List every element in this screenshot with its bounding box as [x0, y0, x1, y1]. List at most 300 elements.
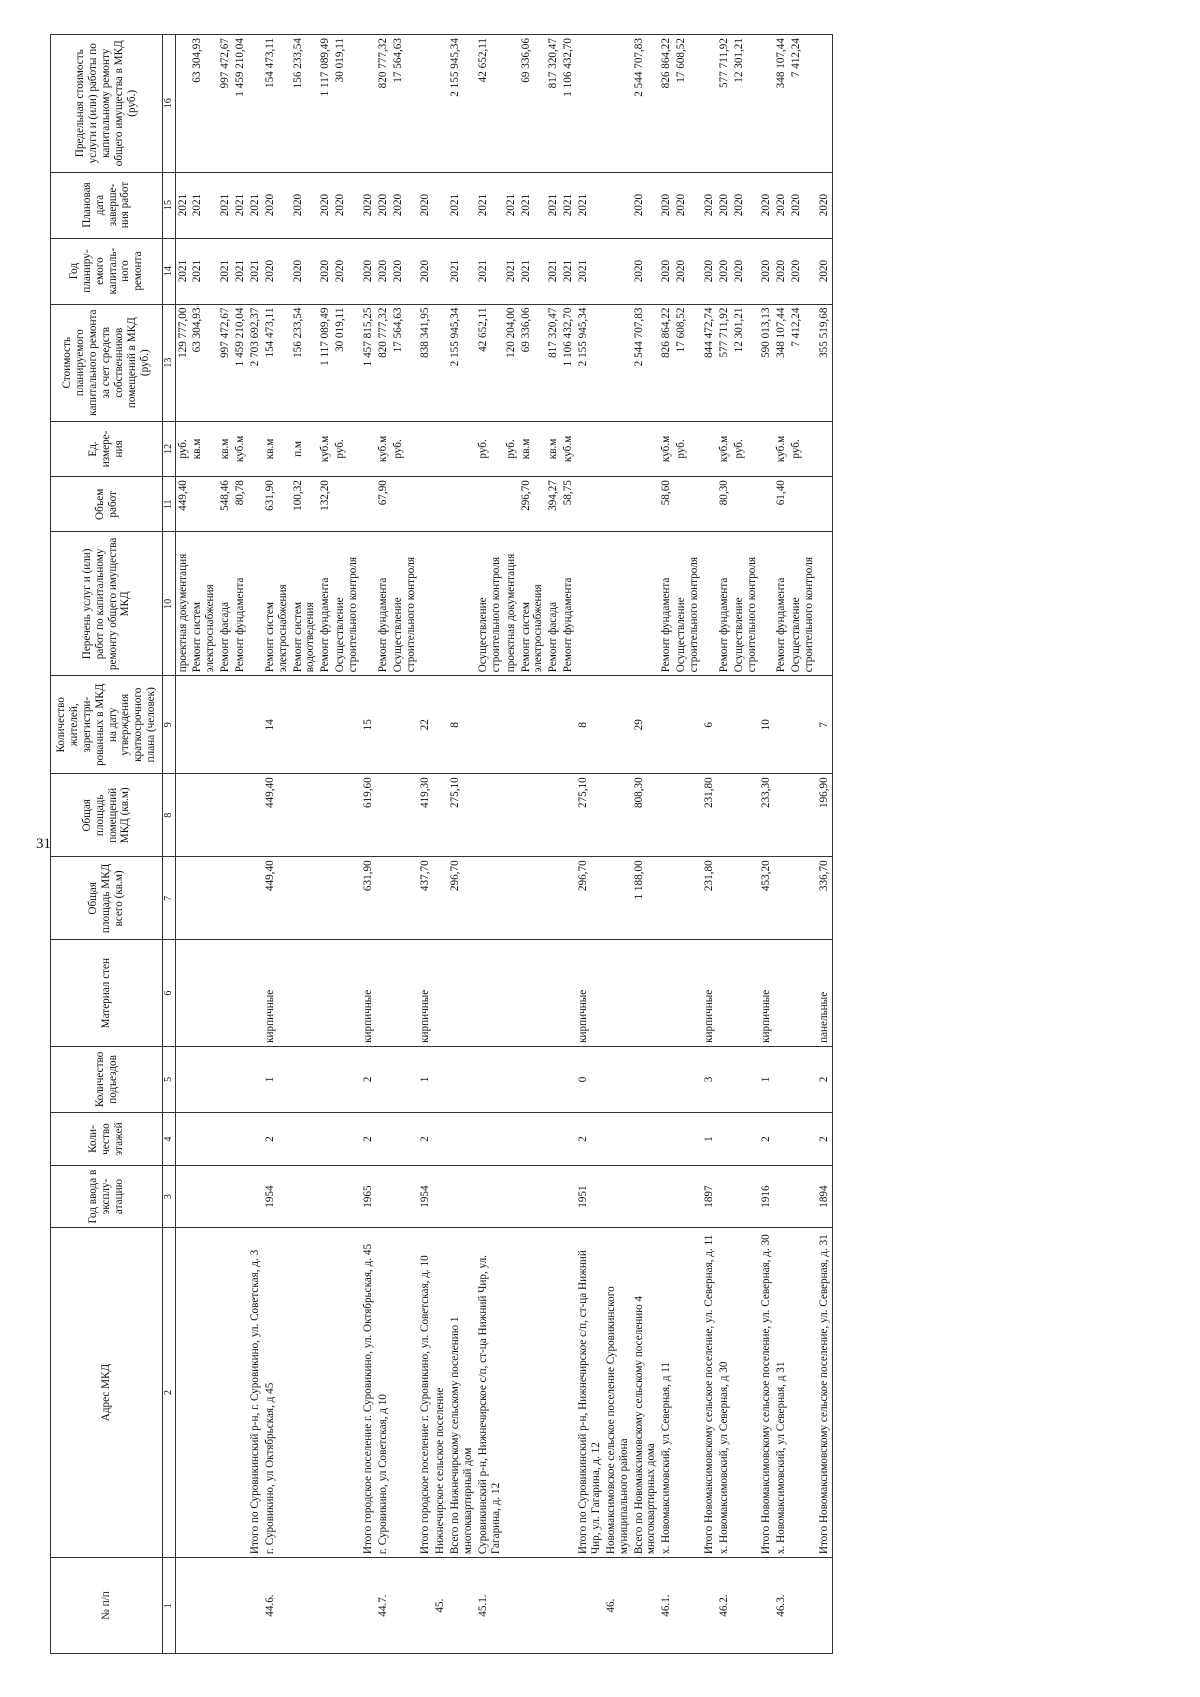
residents-cell [674, 676, 702, 774]
year-built-cell [333, 1166, 361, 1228]
unit-cell: кв.м [218, 421, 233, 476]
year-built-cell: 1965 [361, 1166, 376, 1228]
address-cell: Новомаксимовское сельское поселение Суровикинского муниципального района [604, 1227, 632, 1557]
planned-cost-cell: 348 107,44 [774, 304, 789, 421]
year-built-cell [391, 1166, 419, 1228]
planned-cost-cell: 63 304,93 [190, 304, 218, 421]
year-built-cell: 1916 [759, 1166, 774, 1228]
max-cost-cell [433, 35, 448, 173]
column-header: Общая площадь МКД всего (кв.м) [51, 857, 163, 940]
unit-cell: куб.м [659, 421, 674, 476]
unit-cell: руб. [391, 421, 419, 476]
work-type-cell [576, 532, 604, 676]
wall-material-cell [433, 940, 448, 1047]
row-number-cell [674, 1558, 702, 1654]
repair-year-cell: 2021 [476, 238, 504, 304]
column-number: 14 [163, 238, 176, 304]
repair-year-cell: 2021 [233, 238, 248, 304]
entrances-cell: 1 [759, 1046, 774, 1112]
floors-cell [732, 1112, 760, 1165]
work-volume-cell: 80,78 [233, 477, 248, 532]
entrances-cell [789, 1046, 817, 1112]
completion-date-cell: 2021 [504, 172, 519, 238]
completion-date-cell: 2021 [561, 172, 576, 238]
floors-cell: 2 [759, 1112, 774, 1165]
work-type-cell: Ремонт фундамента [561, 532, 576, 676]
entrances-cell [233, 1046, 248, 1112]
planned-cost-cell: 17 564,63 [391, 304, 419, 421]
address-cell: х. Новомаксимовский, ул Северная, д 11 [659, 1227, 674, 1557]
table-row [702, 35, 717, 1654]
planned-cost-cell: 820 777,32 [376, 304, 391, 421]
entrances-cell [504, 1046, 519, 1112]
entrances-cell [476, 1046, 504, 1112]
table-row [632, 35, 660, 1654]
unit-cell: руб. [674, 421, 702, 476]
floors-cell [333, 1112, 361, 1165]
entrances-cell: 2 [817, 1046, 832, 1112]
residents-cell: 8 [448, 676, 476, 774]
row-number-cell [789, 1558, 817, 1654]
completion-date-cell: 2020 [759, 172, 774, 238]
work-type-cell: Ремонт фундамента [717, 532, 732, 676]
row-number-cell: 46. [604, 1558, 632, 1654]
year-built-cell [717, 1166, 732, 1228]
residents-cell [248, 676, 263, 774]
total-area-cell [248, 857, 263, 940]
completion-date-cell: 2020 [732, 172, 760, 238]
work-type-cell: Осуществление строительного контроля [391, 532, 419, 676]
completion-date-cell: 2020 [632, 172, 660, 238]
table-row [218, 35, 233, 1654]
row-number-cell: 45. [433, 1558, 448, 1654]
work-type-cell: Ремонт фундамента [318, 532, 333, 676]
premises-area-cell [732, 774, 760, 857]
max-cost-cell [248, 35, 263, 173]
completion-date-cell: 2021 [576, 172, 604, 238]
unit-cell: куб.м [717, 421, 732, 476]
max-cost-cell: 12 301,21 [732, 35, 760, 173]
premises-area-cell [291, 774, 319, 857]
work-volume-cell [759, 477, 774, 532]
unit-cell [576, 421, 604, 476]
wall-material-cell [248, 940, 263, 1047]
work-volume-cell [632, 477, 660, 532]
residents-cell [233, 676, 248, 774]
address-cell [333, 1227, 361, 1557]
max-cost-cell: 154 473,11 [263, 35, 291, 173]
address-cell [561, 1227, 576, 1557]
entrances-cell [546, 1046, 561, 1112]
work-type-cell: Осуществление строительного контроля [789, 532, 817, 676]
unit-cell [632, 421, 660, 476]
entrances-cell [717, 1046, 732, 1112]
table-row [732, 35, 760, 1654]
max-cost-cell: 63 304,93 [190, 35, 218, 173]
column-header: Ед. измере-ния [51, 421, 163, 476]
entrances-cell [604, 1046, 632, 1112]
repair-year-cell: 2021 [519, 238, 547, 304]
entrances-cell [674, 1046, 702, 1112]
floors-cell [561, 1112, 576, 1165]
repair-year-cell: 2020 [789, 238, 817, 304]
entrances-cell [318, 1046, 333, 1112]
max-cost-cell: 17 608,52 [674, 35, 702, 173]
premises-area-cell: 275,10 [576, 774, 604, 857]
column-header: Стоимость планируемого капитального ремонта за счет средств собственников помещений в МКД (руб.) [51, 304, 163, 421]
planned-cost-cell [604, 304, 632, 421]
address-cell: Итого по Суровикинский р-н, г. Суровикино, ул. Советская, д. 3 [248, 1227, 263, 1557]
year-built-cell [604, 1166, 632, 1228]
work-type-cell [448, 532, 476, 676]
entrances-cell [291, 1046, 319, 1112]
planned-cost-cell: 355 519,68 [817, 304, 832, 421]
column-number: 4 [163, 1112, 176, 1165]
entrances-cell: 1 [418, 1046, 433, 1112]
max-cost-cell: 1 106 432,70 [561, 35, 576, 173]
work-volume-cell [702, 477, 717, 532]
total-area-cell [504, 857, 519, 940]
floors-cell: 2 [576, 1112, 604, 1165]
max-cost-cell: 817 320,47 [546, 35, 561, 173]
floors-cell [717, 1112, 732, 1165]
column-number: 3 [163, 1166, 176, 1228]
total-area-cell [659, 857, 674, 940]
completion-date-cell: 2020 [774, 172, 789, 238]
rotated-table-container [50, 34, 1165, 1654]
premises-area-cell [717, 774, 732, 857]
max-cost-cell: 156 233,54 [291, 35, 319, 173]
total-area-cell: 449,40 [263, 857, 291, 940]
column-header: Адрес МКД [51, 1227, 163, 1557]
premises-area-cell [789, 774, 817, 857]
year-built-cell: 1894 [817, 1166, 832, 1228]
row-number-cell [702, 1558, 717, 1654]
row-number-cell [218, 1558, 233, 1654]
planned-cost-cell: 1 457 815,25 [361, 304, 376, 421]
max-cost-cell: 1 117 089,49 [318, 35, 333, 173]
total-area-cell [519, 857, 547, 940]
wall-material-cell [561, 940, 576, 1047]
wall-material-cell [291, 940, 319, 1047]
premises-area-cell [391, 774, 419, 857]
max-cost-cell: 2 544 707,83 [632, 35, 660, 173]
column-number: 6 [163, 940, 176, 1047]
planned-cost-cell: 1 459 210,04 [233, 304, 248, 421]
column-header: Перечень услуг и (или) работ по капитальному ремонту общего имущества МКД [51, 532, 163, 676]
address-cell: Итого городское поселение г. Суровикино, ул. Октябрьская, д. 45 [361, 1227, 376, 1557]
max-cost-cell [604, 35, 632, 173]
work-type-cell: Осуществление строительного контроля [674, 532, 702, 676]
wall-material-cell [448, 940, 476, 1047]
total-area-cell [190, 857, 218, 940]
work-volume-cell [674, 477, 702, 532]
work-type-cell: Ремонт фасада [546, 532, 561, 676]
row-number-cell [632, 1558, 660, 1654]
residents-cell: 14 [263, 676, 291, 774]
year-built-cell: 1951 [576, 1166, 604, 1228]
year-built-cell [291, 1166, 319, 1228]
address-cell [504, 1227, 519, 1557]
planned-cost-cell: 156 233,54 [291, 304, 319, 421]
unit-cell: руб. [333, 421, 361, 476]
work-type-cell: Ремонт фундамента [774, 532, 789, 676]
repair-year-cell: 2020 [674, 238, 702, 304]
work-type-cell [248, 532, 263, 676]
floors-cell [190, 1112, 218, 1165]
residents-cell: 6 [702, 676, 717, 774]
entrances-cell [448, 1046, 476, 1112]
entrances-cell [659, 1046, 674, 1112]
year-built-cell [376, 1166, 391, 1228]
premises-area-cell [433, 774, 448, 857]
planned-cost-cell: 129 777,00 [175, 304, 190, 421]
unit-cell [817, 421, 832, 476]
repair-year-cell: 2021 [448, 238, 476, 304]
address-cell [674, 1227, 702, 1557]
residents-cell: 29 [632, 676, 660, 774]
planned-cost-cell: 7 412,24 [789, 304, 817, 421]
completion-date-cell: 2021 [175, 172, 190, 238]
completion-date-cell: 2021 [519, 172, 547, 238]
planned-cost-cell: 69 336,06 [519, 304, 547, 421]
residents-cell [561, 676, 576, 774]
year-built-cell [789, 1166, 817, 1228]
work-volume-cell [476, 477, 504, 532]
wall-material-cell: кирпичные [759, 940, 774, 1047]
work-volume-cell [817, 477, 832, 532]
max-cost-cell [759, 35, 774, 173]
premises-area-cell [546, 774, 561, 857]
residents-cell [717, 676, 732, 774]
wall-material-cell [632, 940, 660, 1047]
work-volume-cell [448, 477, 476, 532]
wall-material-cell [190, 940, 218, 1047]
floors-cell: 2 [817, 1112, 832, 1165]
table-row [361, 35, 376, 1654]
address-cell [291, 1227, 319, 1557]
work-volume-cell [604, 477, 632, 532]
unit-cell: куб.м [233, 421, 248, 476]
total-area-cell: 437,70 [418, 857, 433, 940]
total-area-cell: 336,70 [817, 857, 832, 940]
table-row [561, 35, 576, 1654]
total-area-cell [774, 857, 789, 940]
completion-date-cell: 2021 [476, 172, 504, 238]
table-row [476, 35, 504, 1654]
work-type-cell: Ремонт фасада [218, 532, 233, 676]
table-row [576, 35, 604, 1654]
entrances-cell [561, 1046, 576, 1112]
premises-area-cell: 419,30 [418, 774, 433, 857]
work-type-cell: Ремонт систем электроснабжения [263, 532, 291, 676]
residents-cell [659, 676, 674, 774]
unit-cell: куб.м [376, 421, 391, 476]
floors-cell [448, 1112, 476, 1165]
row-number-cell: 46.2. [717, 1558, 732, 1654]
column-number: 15 [163, 172, 176, 238]
max-cost-cell: 1 459 210,04 [233, 35, 248, 173]
max-cost-cell: 577 711,92 [717, 35, 732, 173]
row-number-cell [519, 1558, 547, 1654]
year-built-cell [233, 1166, 248, 1228]
floors-cell: 1 [702, 1112, 717, 1165]
row-number-cell [504, 1558, 519, 1654]
address-cell: х. Новомаксимовский, ул Северная, д 31 [774, 1227, 789, 1557]
floors-cell [291, 1112, 319, 1165]
repair-year-cell: 2020 [291, 238, 319, 304]
address-cell [789, 1227, 817, 1557]
premises-area-cell: 449,40 [263, 774, 291, 857]
total-area-cell [476, 857, 504, 940]
address-cell: Суровикинский р-н, Нижнечирское с/п, ст-ца Нижний Чир, ул. Гагарина, д. 12 [476, 1227, 504, 1557]
year-built-cell [659, 1166, 674, 1228]
residents-cell [433, 676, 448, 774]
work-volume-cell [504, 477, 519, 532]
planned-cost-cell: 154 473,11 [263, 304, 291, 421]
residents-cell: 10 [759, 676, 774, 774]
wall-material-cell: панельные [817, 940, 832, 1047]
column-header: Предельная стоимость услуги и (или) работы по капитальному ремонту общего имущества в МКД (руб.) [51, 35, 163, 173]
work-volume-cell [190, 477, 218, 532]
repair-year-cell: 2020 [817, 238, 832, 304]
table-row [318, 35, 333, 1654]
unit-cell: куб.м [774, 421, 789, 476]
work-type-cell [361, 532, 376, 676]
unit-cell: куб.м [561, 421, 576, 476]
year-built-cell [433, 1166, 448, 1228]
work-type-cell: Ремонт фундамента [376, 532, 391, 676]
unit-cell [702, 421, 717, 476]
unit-cell: руб. [175, 421, 190, 476]
wall-material-cell [175, 940, 190, 1047]
total-area-cell [333, 857, 361, 940]
table-row [248, 35, 263, 1654]
work-volume-cell [418, 477, 433, 532]
table-row [504, 35, 519, 1654]
repair-year-cell [604, 238, 632, 304]
work-volume-cell: 100,32 [291, 477, 319, 532]
row-number-cell [759, 1558, 774, 1654]
column-header: Объем работ [51, 477, 163, 532]
premises-area-cell: 233,30 [759, 774, 774, 857]
year-built-cell [632, 1166, 660, 1228]
residents-cell: 8 [576, 676, 604, 774]
column-number: 11 [163, 477, 176, 532]
premises-area-cell [248, 774, 263, 857]
planned-cost-cell: 817 320,47 [546, 304, 561, 421]
row-number-cell [361, 1558, 376, 1654]
entrances-cell [376, 1046, 391, 1112]
unit-cell: кв.м [519, 421, 547, 476]
max-cost-cell: 820 777,32 [376, 35, 391, 173]
year-built-cell [248, 1166, 263, 1228]
table-row [376, 35, 391, 1654]
address-cell: Итого Новомаксимовскому сельское поселение, ул. Северная, д. 31 [817, 1227, 832, 1557]
premises-area-cell: 275,10 [448, 774, 476, 857]
unit-cell: руб. [789, 421, 817, 476]
wall-material-cell [717, 940, 732, 1047]
floors-cell [248, 1112, 263, 1165]
table-row [546, 35, 561, 1654]
address-cell [318, 1227, 333, 1557]
floors-cell [175, 1112, 190, 1165]
wall-material-cell: кирпичные [361, 940, 376, 1047]
unit-cell: кв.м [546, 421, 561, 476]
table-row [717, 35, 732, 1654]
table-row [774, 35, 789, 1654]
wall-material-cell: кирпичные [576, 940, 604, 1047]
total-area-cell [561, 857, 576, 940]
row-number-cell: 44.6. [263, 1558, 291, 1654]
table-row [674, 35, 702, 1654]
column-header: Общая площадь помещений МКД (кв.м) [51, 774, 163, 857]
total-area-cell: 296,70 [576, 857, 604, 940]
premises-area-cell [519, 774, 547, 857]
entrances-cell [248, 1046, 263, 1112]
work-volume-cell: 61,40 [774, 477, 789, 532]
planned-cost-cell: 844 472,74 [702, 304, 717, 421]
work-type-cell: проектная документация [175, 532, 190, 676]
table-row [789, 35, 817, 1654]
address-cell [175, 1227, 190, 1557]
wall-material-cell [659, 940, 674, 1047]
wall-material-cell [233, 940, 248, 1047]
entrances-cell [732, 1046, 760, 1112]
column-number: 16 [163, 35, 176, 173]
repair-year-cell: 2021 [576, 238, 604, 304]
wall-material-cell [318, 940, 333, 1047]
max-cost-cell [418, 35, 433, 173]
completion-date-cell: 2021 [448, 172, 476, 238]
max-cost-cell: 348 107,44 [774, 35, 789, 173]
unit-cell [448, 421, 476, 476]
work-type-cell [817, 532, 832, 676]
total-area-cell [291, 857, 319, 940]
row-number-cell [732, 1558, 760, 1654]
completion-date-cell: 2020 [361, 172, 376, 238]
wall-material-cell [732, 940, 760, 1047]
table-row [291, 35, 319, 1654]
wall-material-cell [674, 940, 702, 1047]
premises-area-cell [476, 774, 504, 857]
repair-year-cell: 2020 [418, 238, 433, 304]
row-number-cell [561, 1558, 576, 1654]
row-number-cell [333, 1558, 361, 1654]
row-number-cell [817, 1558, 832, 1654]
row-number-cell: 45.1. [476, 1558, 504, 1654]
year-built-cell [218, 1166, 233, 1228]
unit-cell: кв.м [190, 421, 218, 476]
column-header: Материал стен [51, 940, 163, 1047]
repair-year-cell: 2021 [504, 238, 519, 304]
repair-year-cell: 2020 [263, 238, 291, 304]
residents-cell [476, 676, 504, 774]
total-area-cell [175, 857, 190, 940]
premises-area-cell: 619,60 [361, 774, 376, 857]
table-row [391, 35, 419, 1654]
wall-material-cell [504, 940, 519, 1047]
floors-cell: 2 [418, 1112, 433, 1165]
address-cell: Итого городское поселение г. Суровикино, ул. Советская, д. 10 [418, 1227, 433, 1557]
unit-cell: руб. [732, 421, 760, 476]
work-volume-cell: 296,70 [519, 477, 547, 532]
row-number-cell [448, 1558, 476, 1654]
repair-year-cell: 2020 [361, 238, 376, 304]
floors-cell [774, 1112, 789, 1165]
wall-material-cell [376, 940, 391, 1047]
work-volume-cell [333, 477, 361, 532]
